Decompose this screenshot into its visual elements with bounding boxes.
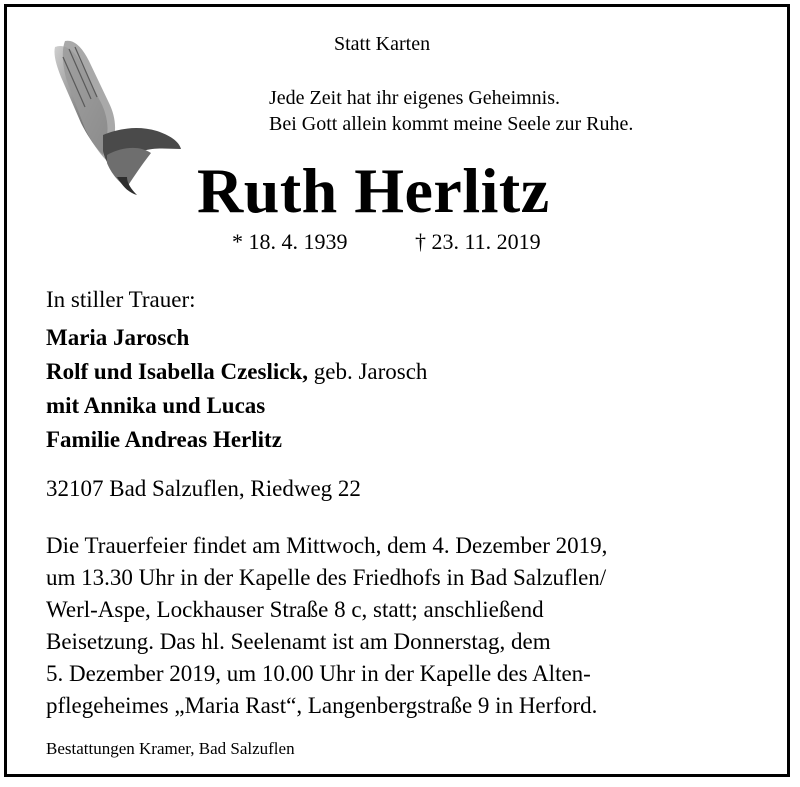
mourner-maiden-name: geb. Jarosch	[307, 359, 428, 384]
quote-line: Bei Gott allein kommt meine Seele zur Ruhe.	[269, 113, 634, 135]
mourner-line	[46, 355, 427, 389]
mourner-name: Rolf und Isabella Czeslick,	[46, 359, 308, 384]
mourning-label: In stiller Trauer:	[46, 287, 196, 312]
mourner-line: mit Annika und Lucas	[46, 393, 266, 418]
mourner-line: Familie Andreas Herlitz	[46, 427, 282, 452]
address: 32107 Bad Salzuflen, Riedweg 22	[46, 476, 361, 501]
deceased-name: Ruth Herlitz	[197, 155, 550, 226]
service-line: pflegeheimes „Maria Rast“, Langenbergstraße 9 in Herford.	[46, 693, 598, 718]
funeral-home: Bestattungen Kramer, Bad Salzuflen	[46, 739, 295, 758]
quote	[269, 85, 633, 137]
obituary-notice	[4, 4, 790, 777]
quote-line: Jede Zeit hat ihr eigenes Geheimnis.	[269, 87, 561, 109]
birth-date: * 18. 4. 1939	[232, 229, 348, 254]
mourner-line: Maria Jarosch	[46, 325, 190, 350]
header-note: Statt Karten	[334, 33, 431, 55]
service-line: Beisetzung. Das hl. Seelenamt ist am Donnerstag, dem	[46, 629, 551, 654]
service-details	[46, 530, 776, 722]
praying-hands-icon	[47, 37, 182, 197]
service-line: Werl-Aspe, Lockhauser Straße 8 c, statt; anschließend	[46, 597, 544, 622]
service-line: um 13.30 Uhr in der Kapelle des Friedhofs in Bad Salzuflen/	[46, 565, 607, 590]
mourners-list	[46, 321, 427, 457]
service-line: Die Trauerfeier findet am Mittwoch, dem 4. Dezember 2019,	[46, 533, 608, 558]
death-date: † 23. 11. 2019	[415, 229, 541, 254]
service-line: 5. Dezember 2019, um 10.00 Uhr in der Kapelle des Alten-	[46, 661, 591, 686]
